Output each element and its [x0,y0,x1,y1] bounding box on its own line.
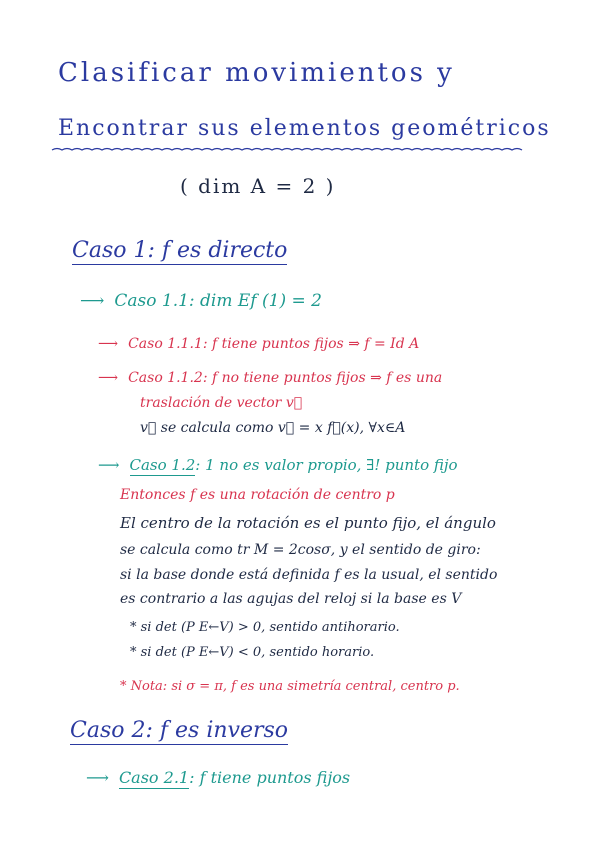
caso21-heading [86,770,350,786]
caso12-line-1: Entonces f es una rotación de centro p [120,487,395,503]
arrow-icon: ⟶ [86,768,109,787]
caso12-heading [98,458,458,473]
arrow-icon: ⟶ [98,456,120,474]
subtitle: ( dim A = 2 ) [180,174,336,198]
arrow-icon: ⟶ [98,336,119,352]
caso12-line-4: si la base donde está definida f es la usual, el sentido [120,567,498,583]
caso112-line-3: v⃗ se calcula como v⃗ = x f⃗(x), ∀x∈A [140,420,406,436]
caso12-label: Caso 1.2 [129,456,196,474]
caso111-line [98,337,419,351]
arrow-icon: ⟶ [80,291,105,311]
caso2-heading-text: Caso 2: f es inverso [70,718,289,743]
caso12-bullet-2: * si det (P E←V) < 0, sentido horario. [130,645,375,660]
caso1-heading-text: Caso 1: f es directo [72,238,288,263]
caso12-line-5: es contrario a las agujas del reloj si la base es V [120,591,462,607]
caso21-label: Caso 2.1 [118,768,190,787]
caso11-heading [80,293,322,310]
caso11-heading-text: Caso 1.1: dim Ef (1) = 2 [114,291,322,311]
caso12-bullet-1: * si det (P E←V) > 0, sentido antihorario. [130,620,400,635]
caso2-heading [70,720,288,742]
caso12-rest: : 1 no es valor propio, ∃! punto fijo [195,456,458,474]
caso112-line-2: traslación de vector v⃗ [140,395,303,411]
caso112-line-1 [98,371,442,385]
caso21-rest: : f tiene puntos fijos [189,768,351,787]
arrow-icon: ⟶ [98,370,119,386]
caso12-nota: * Nota: si σ = π, f es una simetría central, centro p. [120,679,460,694]
caso12-line-3: se calcula como tr M = 2cosσ, y el sentido de giro: [120,542,481,558]
caso1-heading [72,240,287,262]
title-line-1: Clasificar movimientos y [58,58,455,88]
caso112-text-1: Caso 1.1.2: f no tiene puntos fijos ⇒ f es una [128,370,443,386]
caso12-line-2: El centro de la rotación es el punto fijo, el ángulo [120,514,496,532]
caso111-text: Caso 1.1.1: f tiene puntos fijos ⇒ f = Id A [128,336,420,352]
title-line-2: Encontrar sus elementos geométricos [58,116,551,141]
